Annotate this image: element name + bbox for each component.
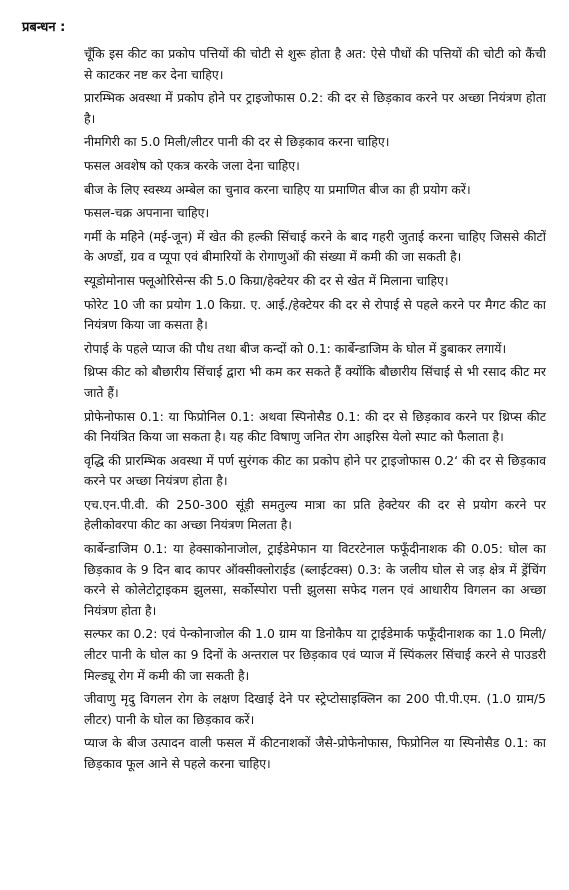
list-item: रोपाई के पहले प्याज की पौध तथा बीज कन्दों को 0.1: कार्बेन्डाजिम के घोल में डुबाकर लगायें। xyxy=(84,340,507,356)
section-heading: प्रबन्धन : xyxy=(22,20,66,35)
list-item: प्रारम्भिक अवस्था में प्रकोप होने पर ट्राइजोफास 0.2: की दर से छिड़काव करने पर अच्छा नियंत्रण होता है। xyxy=(84,90,546,126)
list-item: फसल अवशेष को एकत्र करके जला देना चाहिए। xyxy=(84,157,300,173)
list-item: वृद्धि की प्रारम्भिक अवस्था में पर्ण सुरंगक कीट का प्रकोप होने पर ट्राइजोफास 0.2‘ की दर से छिड़काव करने पर अच्छा नियंत्रण होता है। xyxy=(84,452,546,489)
list-item: जीवाणु मृदु विगलन रोग के लक्षण दिखाई देने पर स्ट्रेप्टोसाइक्लिन का 200 पी.पी.एम. (1.0 ग्राम/5 लीटर) पानी के घोल का छिड़काव करें। xyxy=(84,691,546,727)
list-item: फसल-चक्र अपनाना चाहिए। xyxy=(84,205,210,221)
list-item: फोरेट 10 जी का प्रयोग 1.0 किग्रा. ए. आई./हेक्टेयर की दर से रोपाई से पहले करने पर मैगट कीट का नियंत्रण किया जा कसता है। xyxy=(84,296,546,333)
list-item: एच.एन.पी.वी. की 250-300 सूंड़ी समतुल्य मात्रा का प्रति हेक्टेयर की दर से प्रयोग करने पर हेलीकोवरपा कीट का अच्छा नियंत्रण मिलता है। xyxy=(84,496,546,533)
list-item: सल्फर का 0.2: एवं पेन्कोनाजोल की 1.0 ग्राम या डिनोकैप या ट्राईडेमार्क फफूँदीनाशक का 1.0 मिली/लीटर पानी के घोल का 9 दिनों के अन्तराल पर छिड़काव एवं प्याज में स्पिंकलर सिंचाई करने से पाउडरी मिल्ड्यू रोग में कमी की जा सकती है। xyxy=(84,626,546,683)
management-list xyxy=(84,44,546,778)
list-item: चूँकि इस कीट का प्रकोप पत्तियों की चोटी से शुरू होता है अत: ऐसे पौधों की पत्तियों की चोटी को कैंची से काटकर नष्ट कर देना चाहिए। xyxy=(84,46,546,82)
list-item: गर्मी के महिने (मई-जून) में खेत की हल्की सिंचाई करने के बाद गहरी जुताई करना चाहिए जिससे कीटों के अण्डों, ग्रव व प्यूपा एवं बीमारियों के रोगाणुओं की संख्या में कमी की जा सकती है। xyxy=(84,228,546,265)
list-item: कार्बेन्डाजिम 0.1: या हेक्साकोनाजोल, ट्राईडेमेफान या विटरटेनाल फफूँदीनाशक की 0.05: घोल का छिड़काव के 9 दिन बाद कापर ऑक्सीक्लोराईड (ब्लाईटक्स) 0.3: के जलीय घोल से जड़ क्षेत्र में ड्रेंचिंग करने से कोलेटोट्राइकम झुलसा, सर्कोस्पोरा पत्ती झुलसा सफेद गलन एवं आधारीय विगलन का अच्छा नियंत्रण होता है। xyxy=(84,541,546,618)
list-item: थ्रिप्स कीट को बौछारीय सिंचाई द्वारा भी कम कर सकते हैं क्योंकि बौछारीय सिंचाई से भी रसाद कीट मर जाते हैं। xyxy=(84,364,546,400)
list-item: बीज के लिए स्वस्थ्य अम्बेल का चुनाव करना चाहिए या प्रमाणित बीज का ही प्रयोग करें। xyxy=(84,181,471,197)
list-item: नीमगिरी का 5.0 मिली/लीटर पानी की दर से छिड़काव करना चाहिए। xyxy=(84,134,390,150)
list-item: स्यूडोमोनास फ्लूओरिसेन्स की 5.0 किग्रा/हेक्टेयर की दर से खेत में मिलाना चाहिए। xyxy=(84,272,449,288)
list-item: प्याज के बीज उत्पादन वाली फसल में कीटनाशकों जैसे-प्रोफेनोफास, फिप्रोनिल या स्पिनोसैड 0.1: का छिड़काव फूल आने से पहले करना चाहिए। xyxy=(84,735,546,771)
list-item: प्रोफेनोफास 0.1: या फिप्रोनिल 0.1: अथवा स्पिनोसैड 0.1: की दर से छिड़काव करने पर थ्रिप्स कीट की नियंत्रित किया जा सकता है। यह कीट विषाणु जनित रोग आइरिस येलो स्पाट को फैलाता है। xyxy=(84,408,546,445)
